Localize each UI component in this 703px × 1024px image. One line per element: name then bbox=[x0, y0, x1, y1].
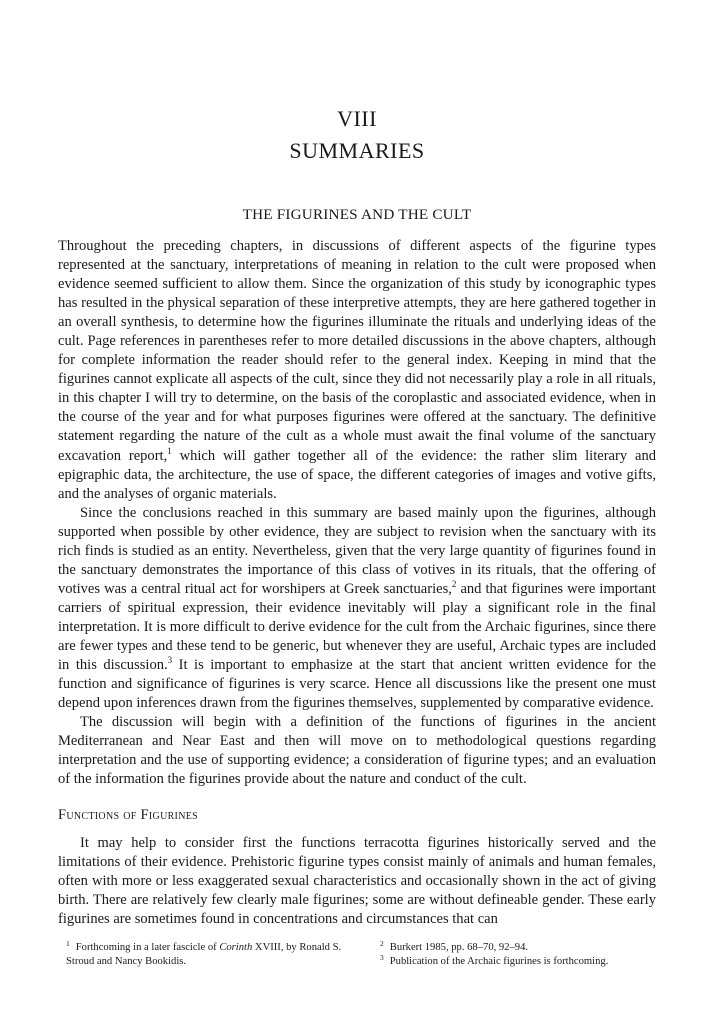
paragraph-text: which will gather together all of the evidence: the rather slim literary and epigraphic data, the architecture, the use of space, the different categories of images and votive gifts, and the analyses of organic materials. bbox=[58, 447, 656, 502]
footnote-ref: 3 bbox=[167, 655, 173, 666]
footnotes-left-column bbox=[66, 941, 356, 969]
paragraph: The discussion will begin with a definition of the functions of figurines in the ancient Mediterranean and Near East and then will move on to methodological questions regarding interpretation and the use of supporting evidence; a consideration of figurine types; and an evaluation of the information the figurines provide about the nature and conduct of the cult. bbox=[58, 714, 656, 788]
footnote bbox=[380, 955, 670, 969]
paragraph-text: Throughout the preceding chapters, in discussions of different aspects of the figurine types represented at the sanctuary, interpretations of meaning in relation to the cult were proposed when evidence seemed sufficient to allow them. Since the organization of this study by iconographic types has resulted in the physical separation of these interpretive attempts, they are here gathered together in an overall synthesis, to determine how the figurines illuminate the rituals and underlying ideas of the cult. Page references in parentheses refer to more detailed discussions in the above chapters, although for complete information the reader should refer to the general index. Keeping in mind that the figurines cannot explicate all aspects of the cult, since they did not necessarily play a role in all rituals, in this chapter I will try to determine, on the basis of the coroplastic and associated evidence, when in the course of the year and for what purposes figurines were offered at the sanctuary. The definitive statement regarding the nature of the cult as a whole must await the final volume of the sanctuary excavation report, bbox=[58, 238, 656, 464]
paragraph bbox=[58, 237, 656, 504]
footnote-number: 3 bbox=[380, 953, 384, 962]
footnote-text: Forthcoming in a later fascicle of bbox=[75, 942, 220, 953]
footnote-number: 1 bbox=[66, 939, 70, 948]
footnote-ref: 2 bbox=[451, 578, 457, 589]
subsection-title: Functions of Figurines bbox=[58, 807, 198, 823]
footnote-text: Publication of the Archaic figurines is forthcoming. bbox=[389, 956, 609, 967]
section-body bbox=[58, 237, 656, 789]
footnote-ref: 1 bbox=[167, 445, 172, 456]
paragraph-text: Since the conclusions reached in this summary are based mainly upon the figurines, although supported when possible by other evidence, they are subject to revision when the sanctuary with its rich finds is studied as an entity. Nevertheless, given that the very large quantity of figurines found in the sanctuary demonstrates the importance of this class of votives in its rituals, that the offering of votives was a central ritual act for worshipers at Greek sanctuaries, bbox=[58, 504, 656, 597]
chapter-number: VIII bbox=[337, 106, 377, 131]
section-title: THE FIGURINES AND THE CULT bbox=[242, 206, 472, 223]
footnotes-right-column bbox=[380, 941, 670, 969]
paragraph: It may help to consider first the functions terracotta figurines historically served and the limitations of their evidence. Prehistoric figurine types consist mainly of animals and human females, often with more or less exaggerated sexual characteristics and occasionally shown in the act of giving birth. There are relatively few clearly male figurines; some are without defineable gender. These early figurines are sometimes found in concentrations and circumstances that can bbox=[58, 835, 656, 928]
paragraph-text: It is important to emphasize at the start that ancient written evidence for the function and significance of figurines is very scarce. Hence all discussions like the present one must depend upon inferences drawn from the figurines themselves, supplemented by comparative evidence. bbox=[58, 657, 656, 712]
chapter-title: SUMMARIES bbox=[289, 138, 425, 163]
footnote bbox=[380, 941, 670, 955]
footnote-italic-text: Corinth bbox=[219, 942, 253, 953]
footnote-text: XVIII, by Ronald S. Stroud and Nancy Bookidis. bbox=[66, 942, 342, 967]
paragraph-text: and that figurines were important carriers of spiritual expression, their evidence inevitably will play a significant role in the final interpretation. It is more difficult to derive evidence for the cult from the Archaic figurines, since there are fewer types and these tend to be generic, but whenever they are useful, Archaic types are included in this discussion. bbox=[58, 580, 656, 674]
footnote bbox=[66, 941, 356, 969]
paragraph bbox=[58, 504, 656, 714]
footnote-number: 2 bbox=[380, 939, 384, 948]
subsection-body bbox=[58, 834, 656, 929]
footnote-text: Burkert 1985, pp. 68–70, 92–94. bbox=[389, 942, 529, 953]
